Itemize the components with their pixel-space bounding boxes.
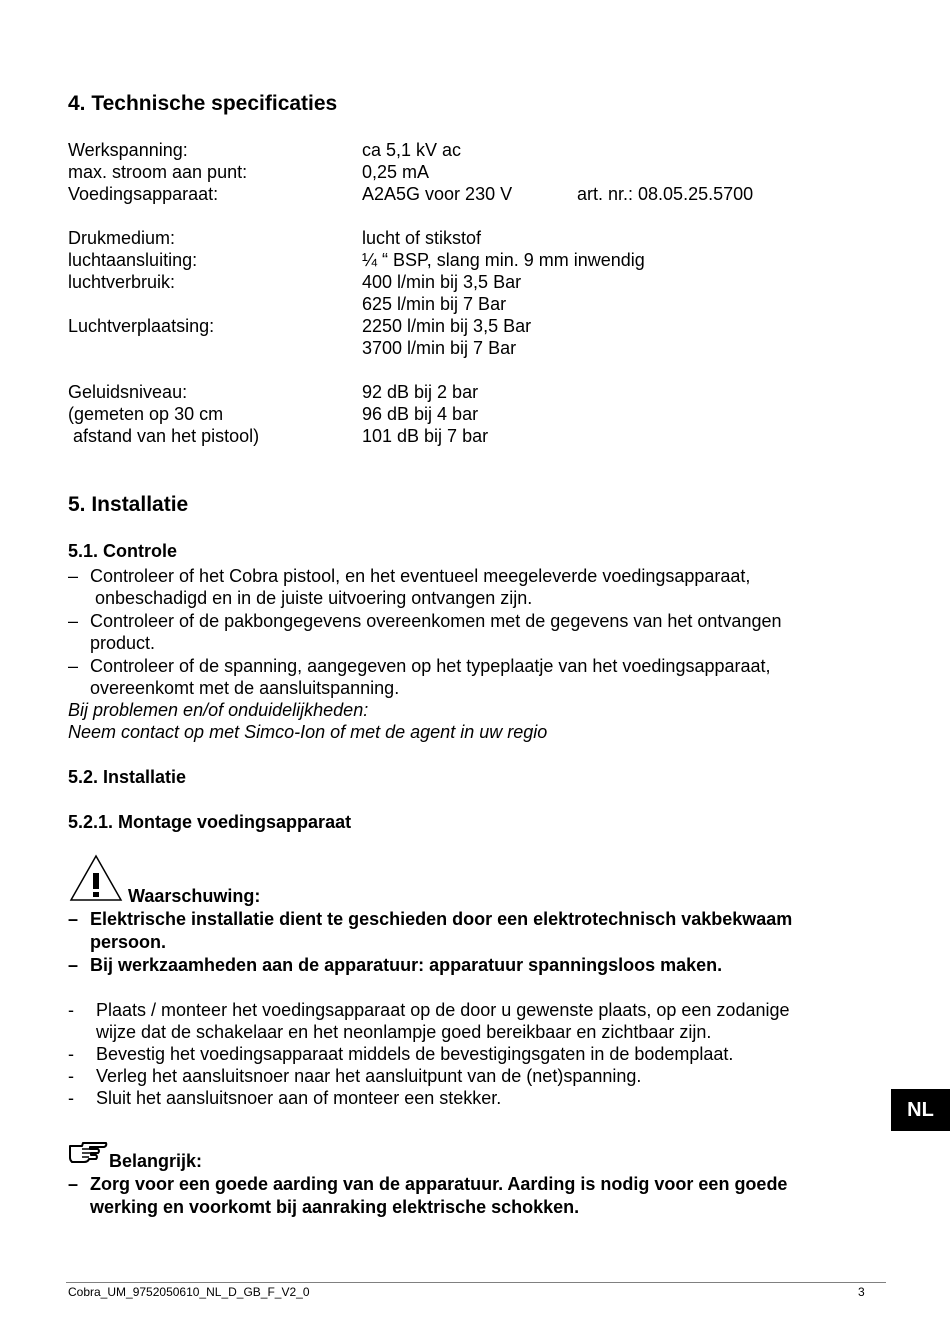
list-dash: – <box>68 566 79 586</box>
footer-page-number: 3 <box>858 1285 865 1299</box>
spec-value: 96 dB bij 4 bar <box>362 404 479 424</box>
spec-value: 400 l/min bij 3,5 Bar <box>362 272 522 292</box>
important-text-continuation: werking en voorkomt bij aanraking elektrische schokken. <box>90 1197 580 1217</box>
warning-triangle-icon <box>69 854 123 902</box>
spec-value: 0,25 mA <box>362 162 430 182</box>
spec-value: A2A5G voor 230 V <box>362 184 513 204</box>
list-dash: – <box>68 656 79 676</box>
step-item: Verleg het aansluitsnoer naar het aansluitpunt van de (net)spanning. <box>96 1066 642 1086</box>
list-item: Controleer of de spanning, aangegeven op het typeplaatje van het voedingsapparaat, <box>90 656 771 676</box>
spec-value: ¼ “ BSP, slang min. 9 mm inwendig <box>362 250 645 270</box>
spec-label: Voedingsapparaat: <box>68 184 219 204</box>
step-item: Bevestig het voedingsapparaat middels de bevestigingsgaten in de bodemplaat. <box>96 1044 734 1064</box>
spec-value: 2250 l/min bij 3,5 Bar <box>362 316 532 336</box>
step-item-continuation: wijze dat de schakelaar en het neonlampje goed bereikbaar en zichtbaar zijn. <box>96 1022 712 1042</box>
step-item: Plaats / monteer het voedingsapparaat op de door u gewenste plaats, op een zodanige <box>96 1000 790 1020</box>
list-hyphen: - <box>68 1066 74 1086</box>
subsection-controle-heading: 5.1. Controle <box>68 541 178 561</box>
spec-value: 101 dB bij 7 bar <box>362 426 489 446</box>
warning-item: Bij werkzaamheden aan de apparatuur: apparatuur spanningsloos maken. <box>90 955 723 975</box>
section-5-title: 5. Installatie <box>68 493 189 516</box>
spec-value: 92 dB bij 2 bar <box>362 382 479 402</box>
spec-value: 625 l/min bij 7 Bar <box>362 294 507 314</box>
section-4-title: 4. Technische specificaties <box>68 92 338 115</box>
list-hyphen: - <box>68 1044 74 1064</box>
spec-label: Geluidsniveau: <box>68 382 188 402</box>
list-dash: – <box>68 611 79 631</box>
spec-label: Werkspanning: <box>68 140 188 160</box>
list-item-continuation: overeenkomt met de aansluitspanning. <box>90 678 400 698</box>
list-item-continuation: onbeschadigd en in de juiste uitvoering ontvangen zijn. <box>90 588 533 608</box>
spec-value: ca 5,1 kV ac <box>362 140 462 160</box>
spec-label: max. stroom aan punt: <box>68 162 248 182</box>
list-item: Controleer of de pakbongegevens overeenkomen met de gegevens van het ontvangen <box>90 611 782 631</box>
list-dash: – <box>68 955 79 975</box>
warning-item: Elektrische installatie dient te geschieden door een elektrotechnisch vakbekwaam <box>90 909 793 929</box>
list-dash: – <box>68 909 79 929</box>
list-hyphen: - <box>68 1088 74 1108</box>
list-hyphen: - <box>68 1000 74 1020</box>
subsection-installatie-heading: 5.2. Installatie <box>68 767 187 787</box>
warning-label: Waarschuwing: <box>128 886 261 906</box>
subsection-montage-heading: 5.2.1. Montage voedingsapparaat <box>68 812 352 832</box>
footer-doc-id: Cobra_UM_9752050610_NL_D_GB_F_V2_0 <box>68 1285 310 1299</box>
spec-label: Drukmedium: <box>68 228 176 248</box>
contact-note: Neem contact op met Simco-Ion of met de agent in uw regio <box>68 722 548 742</box>
important-label: Belangrijk: <box>109 1151 203 1171</box>
pointing-hand-icon <box>68 1140 108 1164</box>
spec-label: Luchtverplaatsing: <box>68 316 215 336</box>
important-text: Zorg voor een goede aarding van de apparatuur. Aarding is nodig voor een goede <box>90 1174 788 1194</box>
language-tab-nl: NL <box>891 1089 950 1131</box>
problem-note: Bij problemen en/of onduidelijkheden: <box>68 700 369 720</box>
spec-label: luchtaansluiting: <box>68 250 198 270</box>
spec-value: lucht of stikstof <box>362 228 482 248</box>
list-item: Controleer of het Cobra pistool, en het eventueel meegeleverde voedingsapparaat, <box>90 566 751 586</box>
spec-label: luchtverbruik: <box>68 272 176 292</box>
spec-label: (gemeten op 30 cm <box>68 404 224 424</box>
spec-value: 3700 l/min bij 7 Bar <box>362 338 517 358</box>
spec-article-number: art. nr.: 08.05.25.5700 <box>577 184 754 204</box>
step-item: Sluit het aansluitsnoer aan of monteer een stekker. <box>96 1088 502 1108</box>
spec-label: afstand van het pistool) <box>68 426 260 446</box>
footer-divider <box>66 1282 886 1283</box>
list-item-continuation: product. <box>90 633 156 653</box>
warning-item-continuation: persoon. <box>90 932 167 952</box>
list-dash: – <box>68 1174 79 1194</box>
